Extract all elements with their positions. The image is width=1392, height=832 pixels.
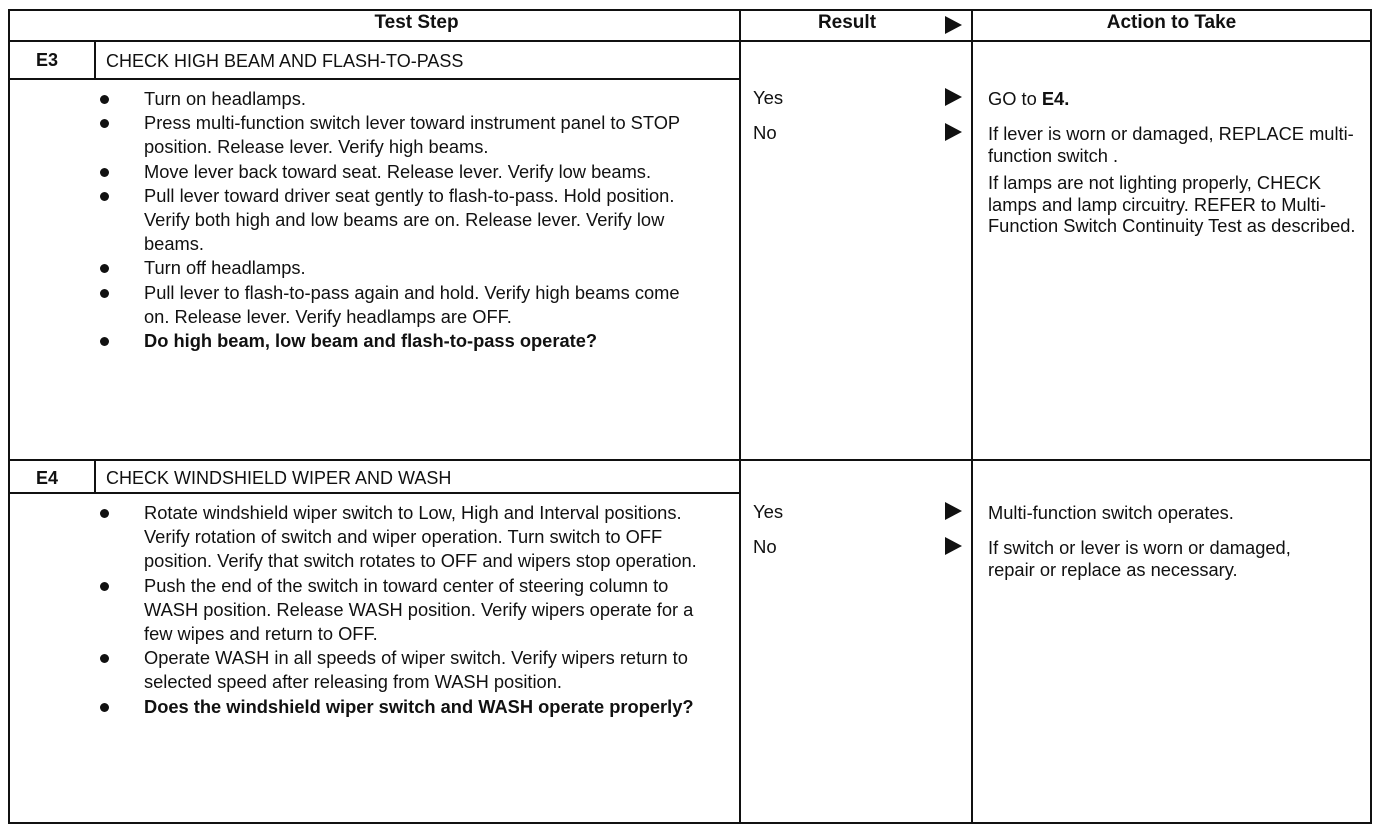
table-top-rule (8, 9, 1372, 11)
result-divider (739, 9, 741, 824)
arrow-no-e3-icon (945, 123, 962, 141)
result-yes-e3: Yes (753, 87, 784, 108)
arrow-yes-e4-icon (945, 502, 962, 520)
e3-title-rule (8, 78, 741, 80)
action-no-e4-line2: repair or replace as necessary. (988, 558, 1238, 580)
action-yes-target: E4. (1041, 88, 1070, 109)
e4-code-divider (94, 459, 96, 494)
list-item: Operate WASH in all speeds of wiper switch. Verify wipers return to selected speed after releasing from WASH position. (100, 646, 710, 694)
list-item: Press multi-function switch lever toward instrument panel to STOP position. Release lever. Verify high beams. (100, 111, 710, 159)
action-no-e3 (988, 123, 1358, 243)
e4-title-rule (8, 492, 741, 494)
list-item: Turn on headlamps. (100, 87, 710, 111)
result-yes-e4: Yes (753, 501, 784, 522)
result-no-e3: No (753, 122, 777, 143)
arrow-yes-e3-icon (945, 88, 962, 106)
left-border (8, 9, 10, 824)
header-test-step: Test Step (374, 12, 459, 33)
table-bottom-rule (8, 822, 1372, 824)
step-title-e3: CHECK HIGH BEAM AND FLASH-TO-PASS (106, 51, 464, 71)
e3-code-divider (94, 40, 96, 80)
step-question: Do high beam, low beam and flash-to-pass operate? (100, 329, 710, 353)
list-item: Pull lever to flash-to-pass again and hold. Verify high beams come on. Release lever. Verify headlamps are OFF. (100, 281, 710, 329)
action-yes-prefix: GO to (988, 88, 1042, 109)
list-item: Rotate windshield wiper switch to Low, High and Interval positions. Verify rotation of switch and wiper operation. Turn switch to OFF position. Verify that switch rotates to OFF and wipers stop operation. (100, 501, 710, 574)
result-no-e4: No (753, 536, 777, 557)
header-result: Result (817, 12, 877, 33)
right-border (1370, 9, 1372, 824)
header-bottom-rule (8, 40, 1372, 42)
list-item: Turn off headlamps. (100, 256, 710, 280)
action-no-e4 (988, 537, 1358, 580)
e4-bullet-list (100, 501, 710, 719)
list-item: Push the end of the switch in toward center of steering column to WASH position. Release WASH position. Verify wipers operate for a few wipes and return to OFF. (100, 574, 710, 647)
step-code-e4: E4 (36, 468, 59, 488)
step-question: Does the windshield wiper switch and WASH operate properly? (100, 695, 710, 719)
action-no-e3-line2: If lamps are not lighting properly, CHECK lamps and lamp circuitry. REFER to Multi-Function Switch Continuity Test as described. (988, 172, 1356, 236)
action-yes-e3 (988, 88, 1358, 110)
header-action: Action to Take (1106, 12, 1237, 33)
e3-bottom-rule (8, 459, 1372, 461)
header-arrow-icon (945, 16, 962, 34)
action-no-e4-line1: If switch or lever is worn or damaged, (988, 537, 1291, 558)
action-no-e3-line1: If lever is worn or damaged, REPLACE multi-function switch . (988, 123, 1354, 166)
list-item: Pull lever toward driver seat gently to flash-to-pass. Hold position. Verify both high and low beams are on. Release lever. Verify low beams. (100, 184, 710, 257)
arrow-no-e4-icon (945, 537, 962, 555)
list-item: Move lever back toward seat. Release lever. Verify low beams. (100, 160, 710, 184)
step-title-e4: CHECK WINDSHIELD WIPER AND WASH (106, 468, 452, 488)
step-code-e3: E3 (36, 50, 59, 70)
action-yes-e4: Multi-function switch operates. (988, 502, 1234, 523)
e3-bullet-list (100, 87, 710, 353)
action-divider (971, 9, 973, 824)
